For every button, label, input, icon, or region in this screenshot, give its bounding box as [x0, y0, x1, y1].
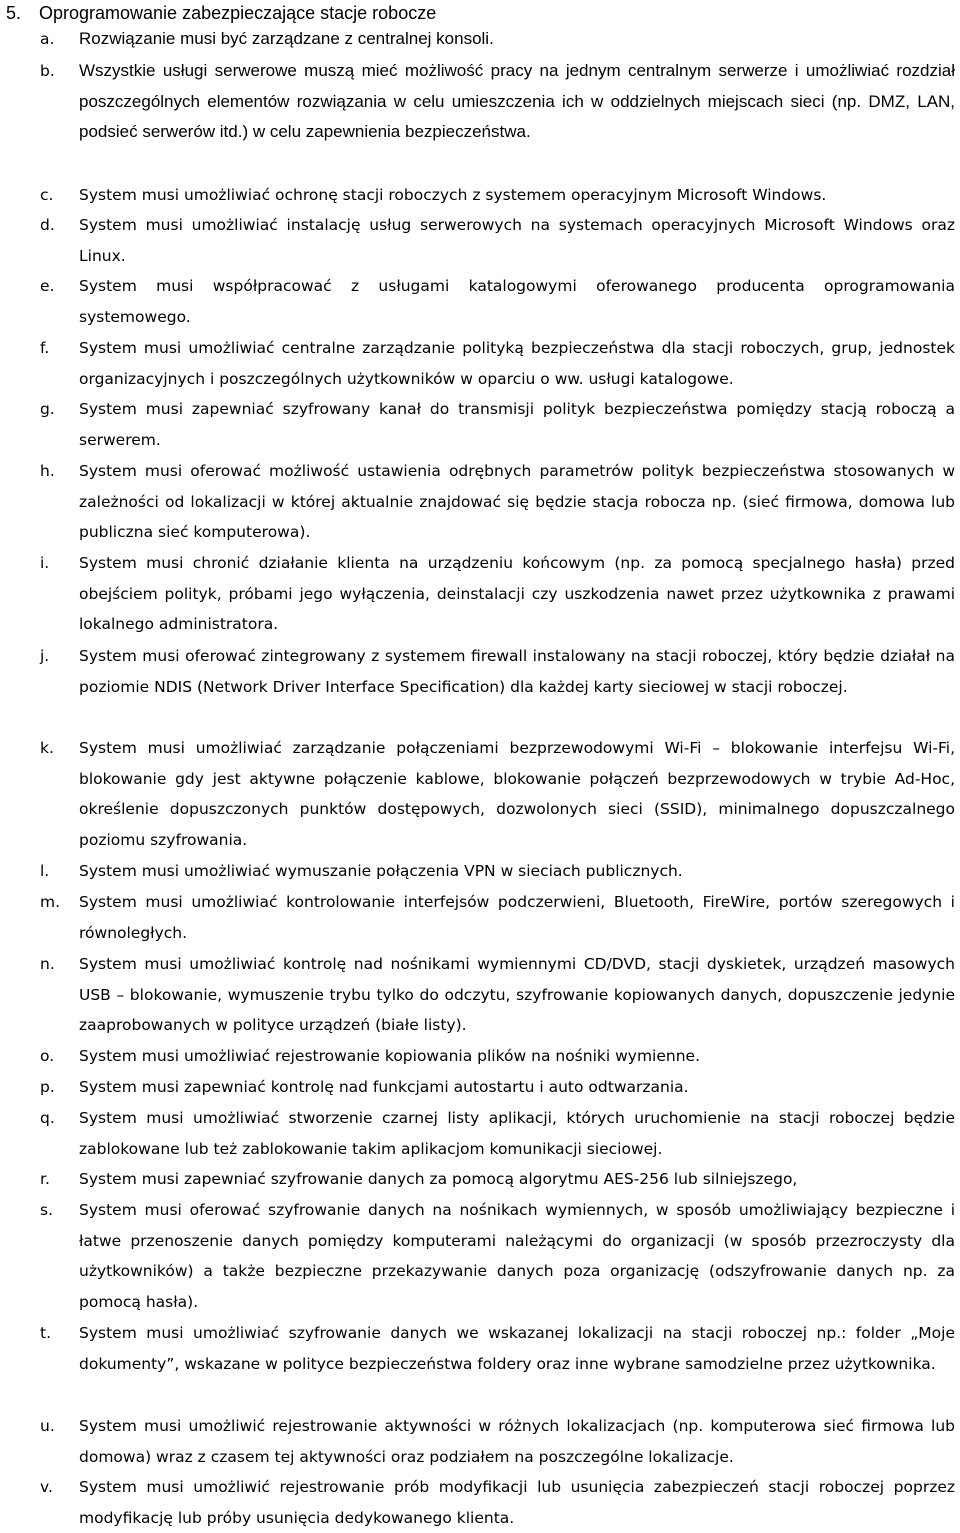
list-item-text: System musi oferować zintegrowany z systemem firewall instalowany na stacji roboczej, który będzie działał na poziomie NDIS (Network Driver Interface Specification) dla każdej karty sieciowej w stacji roboczej.: [79, 647, 955, 696]
list-item-text: Wszystkie usługi serwerowe muszą mieć możliwość pracy na jednym centralnym serwerze i umożliwiać rozdział poszczególnych elementów rozwiązania w celu umieszczenia ich w oddzielnych miejscach sieci (np. DMZ, LAN, podsieć serwerów itd.) w celu zapewnienia bezpieczeństwa.: [79, 61, 955, 142]
list-marker: l.: [40, 862, 50, 880]
list-marker: p.: [40, 1078, 55, 1096]
list-item-text: System musi oferować możliwość ustawienia odrębnych parametrów polityk bezpieczeństwa stosowanych w zależności od lokalizacji w której aktualnie znajdować się będzie stacja robocza np. (sieć firmowa, domowa lub publiczna sieć komputerowa).: [79, 462, 955, 542]
list-item-text: System musi zapewniać szyfrowany kanał do transmisji polityk bezpieczeństwa pomiędzy stacją roboczą a serwerem.: [79, 400, 955, 449]
list-marker: s.: [40, 1201, 54, 1219]
list-marker: o.: [40, 1047, 55, 1065]
list-marker: t.: [40, 1324, 52, 1342]
list-item-text: System musi umożliwiać szyfrowanie danych we wskazanej lokalizacji na stacji roboczej np.: folder „Moje dokumenty”, wskazane w polityce bezpieczeństwa foldery oraz inne wybrane samodzielne przez użytkownika.: [79, 1324, 955, 1373]
section-title: Oprogramowanie zabezpieczające stacje robocze: [39, 3, 437, 23]
list-item-j: [40, 641, 955, 702]
list-marker: n.: [40, 955, 55, 973]
list-marker: m.: [40, 893, 61, 911]
list-marker: c.: [40, 186, 54, 204]
list-item-d: [40, 210, 955, 271]
list-item-a: [40, 24, 955, 55]
list-item-i: [40, 548, 955, 640]
list-marker: v.: [40, 1478, 53, 1496]
list-marker: u.: [40, 1417, 55, 1435]
list-item-text: System musi umożliwiać kontrolowanie interfejsów podczerwieni, Bluetooth, FireWire, portów szeregowych i równoległych.: [79, 893, 955, 942]
list-marker: r.: [40, 1170, 50, 1188]
list-item-l: [40, 856, 955, 887]
list-marker: j.: [40, 647, 50, 665]
list-item-m: [40, 887, 955, 948]
list-item-text: System musi umożliwić rejestrowanie aktywności w różnych lokalizacjach (np. komputerowa sieć firmowa lub domowa) wraz z czasem tej aktywności oraz podziałem na poszczególne lokalizacje.: [79, 1417, 955, 1466]
list-item-u: [40, 1411, 955, 1472]
list-item-text: System musi zapewniać szyfrowanie danych za pomocą algorytmu AES-256 lub silniejszego,: [79, 1170, 798, 1188]
list-item-p: [40, 1072, 955, 1103]
list-item-f: [40, 333, 955, 394]
list-item-k: [40, 733, 955, 855]
list-item-text: System musi współpracować z usługami katalogowymi oferowanego producenta oprogramowania systemowego.: [79, 277, 955, 326]
list-item-text: System musi zapewniać kontrolę nad funkcjami autostartu i auto odtwarzania.: [79, 1078, 689, 1096]
list-item-r: [40, 1164, 955, 1195]
list-marker: h.: [40, 462, 55, 480]
list-item-t: [40, 1318, 955, 1379]
list-marker: f.: [40, 339, 50, 357]
list-item-text: Rozwiązanie musi być zarządzane z centralnej konsoli.: [79, 29, 494, 48]
list-marker: a.: [40, 30, 55, 48]
section-heading: [6, 0, 436, 26]
list-item-q: [40, 1103, 955, 1164]
list-marker: b.: [40, 62, 55, 80]
list-item-h: [40, 456, 955, 548]
list-item-g: [40, 394, 955, 455]
list-item-text: System musi umożliwiać kontrolę nad nośnikami wymiennymi CD/DVD, stacji dyskietek, urządzeń masowych USB – blokowanie, wymuszenie trybu tylko do odczytu, szyfrowanie kopiowanych danych, dopuszczenie jedynie zaaprobowanych w polityce urządzeń (białe listy).: [79, 955, 955, 1035]
list-item-v: [40, 1472, 955, 1533]
list-item-o: [40, 1041, 955, 1072]
list-item-text: System musi umożliwiać instalację usług serwerowych na systemach operacyjnych Microsoft Windows oraz Linux.: [79, 216, 955, 265]
list-marker: d.: [40, 216, 55, 234]
list-marker: e.: [40, 277, 55, 295]
list-item-text: System musi umożliwiać centralne zarządzanie polityką bezpieczeństwa dla stacji roboczych, grup, jednostek organizacyjnych i poszczególnych użytkowników w oparciu o ww. usługi katalogowe.: [79, 339, 955, 388]
list-item-e: [40, 271, 955, 332]
list-item-text: System musi umożliwić rejestrowanie prób modyfikacji lub usunięcia zabezpieczeń stacji roboczej poprzez modyfikację lub próby usunięcia dedykowanego klienta.: [79, 1478, 955, 1527]
section-number: 5.: [6, 3, 22, 23]
list-item-s: [40, 1195, 955, 1317]
list-marker: i.: [40, 554, 50, 572]
list-marker: k.: [40, 739, 54, 757]
list-item-text: System musi umożliwiać stworzenie czarnej listy aplikacji, których uruchomienie na stacji roboczej będzie zablokowane lub też zablokowanie takim aplikacjom komunikacji sieciowej.: [79, 1109, 955, 1158]
list-marker: g.: [40, 400, 55, 418]
list-item-text: System musi oferować szyfrowanie danych na nośnikach wymiennych, w sposób umożliwiający bezpieczne i łatwe przenoszenie danych pomiędzy komputerami należącymi do organizacji (w sposób przezroczysty dla użytkowników) a także bezpieczne przekazywanie danych poza organizację (odszyfrowanie danych np. za pomocą hasła).: [79, 1201, 955, 1311]
list-item-text: System musi umożliwiać zarządzanie połączeniami bezprzewodowymi Wi-Fi – blokowanie interfejsu Wi-Fi, blokowanie gdy jest aktywne połączenie kablowe, blokowanie połączeń bezprzewodowych w trybie Ad-Hoc, określenie dopuszczonych punktów dostępowych, dozwolonych sieci (SSID), minimalnego dopuszczalnego poziomu szyfrowania.: [79, 739, 955, 849]
list-item-b: [40, 56, 955, 148]
list-item-text: System musi chronić działanie klienta na urządzeniu końcowym (np. za pomocą specjalnego hasła) przed obejściem polityk, próbami jego wyłączenia, deinstalacji czy uszkodzenia nawet przez użytkownika z prawami lokalnego administratora.: [79, 554, 955, 634]
list-item-c: [40, 180, 955, 211]
list-item-text: System musi umożliwiać wymuszanie połączenia VPN w sieciach publicznych.: [79, 862, 683, 880]
list-item-text: System musi umożliwiać rejestrowanie kopiowania plików na nośniki wymienne.: [79, 1047, 700, 1065]
list-marker: q.: [40, 1109, 55, 1127]
list-item-n: [40, 949, 955, 1041]
list-item-text: System musi umożliwiać ochronę stacji roboczych z systemem operacyjnym Microsoft Windows.: [79, 186, 827, 204]
